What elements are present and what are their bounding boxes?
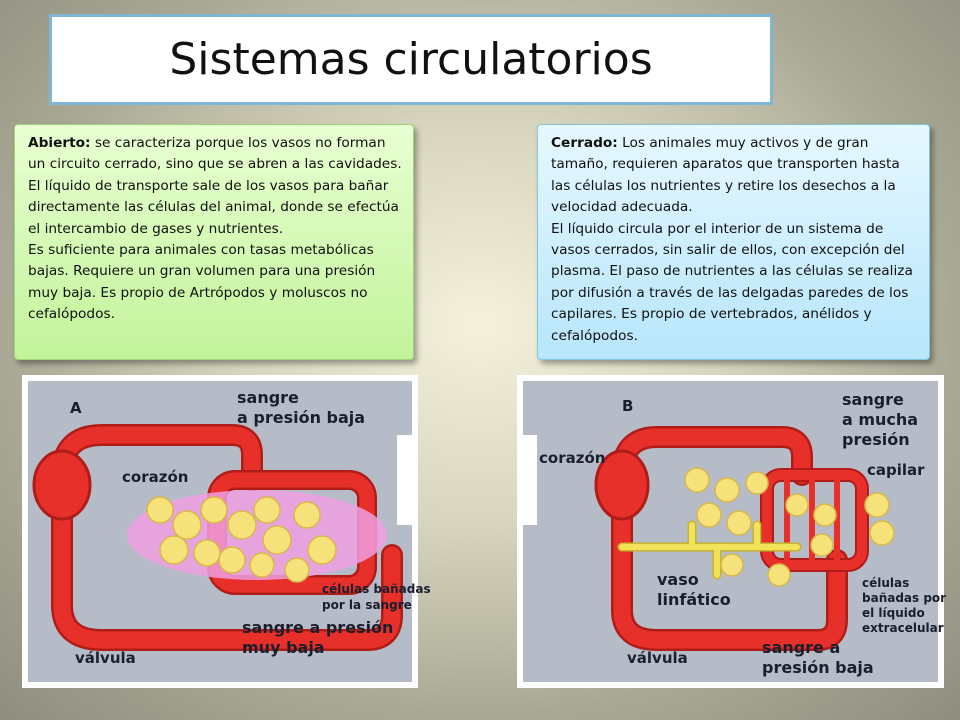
open-system-text-2: Es suficiente para animales con tasas metabólicas bajas. Requiere un gran volumen para una presión muy baja. Es propio de Artrópodos y moluscos no cefalópodos.	[28, 242, 376, 323]
diagram-a-letter: A	[70, 399, 82, 417]
closed-system-card	[537, 124, 930, 360]
open-system-heading: Abierto:	[28, 135, 91, 151]
label-low-1: sangre a	[762, 638, 841, 657]
label-lymph-1: vaso	[657, 570, 699, 589]
cell	[250, 553, 274, 577]
label-high-pressure-3: presión	[842, 430, 910, 449]
label-capillary: capilar	[867, 461, 925, 479]
label-high-pressure-2: a mucha	[842, 410, 919, 429]
open-system-text-1: se caracteriza porque los vasos no forman un circuito cerrado, sino que se abren a las cavidades. El líquido de transporte sale de los vasos para bañar directamente las células del animal, donde se efectúa el intercambio de gases y nutrientes.	[28, 135, 402, 237]
closed-system-heading: Cerrado:	[551, 135, 618, 151]
label-low-pressure-1: sangre	[237, 388, 299, 407]
cell	[786, 494, 808, 516]
label-very-low-2: muy baja	[242, 638, 325, 657]
label-cells-2: por la sangre	[322, 598, 412, 612]
open-system-card	[14, 124, 414, 360]
label-cells-2: bañadas por	[862, 591, 947, 605]
cell	[685, 468, 709, 492]
diagram-b-letter: B	[622, 397, 634, 415]
closed-system-diagram	[517, 375, 947, 688]
cell	[263, 526, 291, 554]
cell	[768, 564, 790, 586]
diagram-b-notch	[517, 435, 537, 525]
cell	[194, 540, 220, 566]
diagram-a-notch	[397, 435, 418, 525]
label-lymph-2: linfático	[657, 590, 731, 609]
cell	[727, 511, 751, 535]
cell	[865, 493, 889, 517]
cell	[294, 502, 320, 528]
cell	[219, 547, 245, 573]
open-system-paragraph-1	[28, 133, 403, 240]
cell	[811, 534, 833, 556]
closed-system-text-2: El líquido circula por el interior de un sistema de vasos cerrados, sin salir de ellos, con excepción del plasma. El paso de nutrientes a las células se realiza por difusión a través de las delgadas paredes de los capilares. Es propio de vertebrados, anélidos y cefalópodos.	[551, 220, 913, 344]
cell	[147, 497, 173, 523]
cell	[160, 536, 188, 564]
label-cells-1: células bañadas	[322, 582, 431, 596]
closed-system-paragraph-1	[551, 133, 919, 219]
cell	[746, 472, 768, 494]
closed-system-text-1: Los animales muy activos y de gran tamaño, requieren aparatos que transporten hasta las células los nutrientes y retire los desechos a la velocidad adecuada.	[551, 135, 900, 216]
label-cells-4: extracelular	[862, 621, 944, 635]
open-system-diagram	[22, 375, 431, 688]
cell	[715, 478, 739, 502]
cell	[870, 521, 894, 545]
cell	[721, 554, 743, 576]
cell	[814, 504, 836, 526]
title-box	[49, 14, 773, 105]
label-valve: válvula	[627, 649, 688, 667]
cell	[697, 503, 721, 527]
label-cells-1: células	[862, 576, 910, 590]
slide-title: Sistemas circulatorios	[169, 34, 653, 85]
closed-system-svg	[517, 375, 947, 688]
cell	[285, 558, 309, 582]
label-low-pressure-2: a presión baja	[237, 408, 366, 427]
cell	[201, 497, 227, 523]
label-cells-3: el líquido	[862, 606, 925, 620]
label-heart: corazón	[122, 468, 189, 486]
open-system-svg	[22, 375, 431, 688]
cell	[254, 497, 280, 523]
cell	[228, 511, 256, 539]
label-low-2: presión baja	[762, 658, 874, 677]
cell	[308, 536, 336, 564]
cell	[173, 511, 201, 539]
heart-shape	[34, 451, 90, 519]
label-valve: válvula	[75, 649, 136, 667]
label-heart: corazón	[539, 449, 606, 467]
label-very-low-1: sangre a presión	[242, 618, 394, 637]
label-high-pressure-1: sangre	[842, 390, 904, 409]
